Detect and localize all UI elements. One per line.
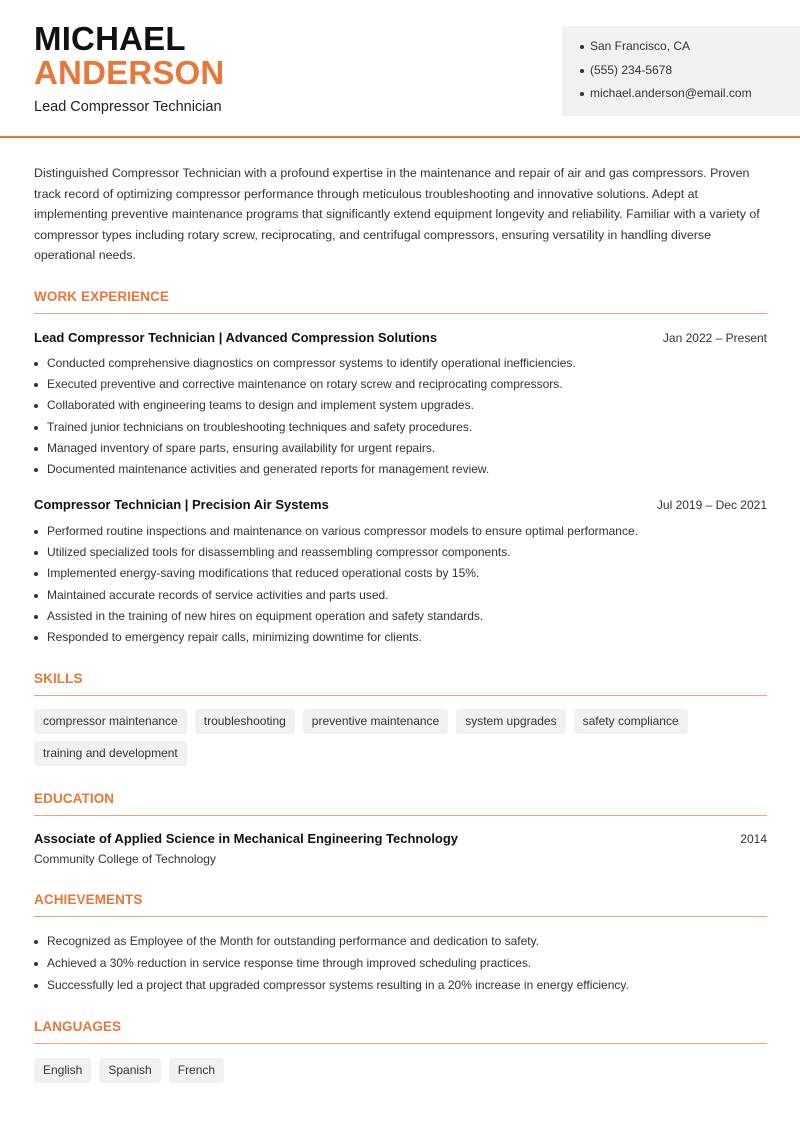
achievements-list <box>34 934 767 1000</box>
bullet-text: Utilized specialized tools for disassembling and reassembling compressor components. <box>47 545 511 560</box>
job-header <box>34 330 767 345</box>
contact-location <box>580 39 800 63</box>
list-item <box>34 934 767 956</box>
bullet-text: Implemented energy-saving modifications that reduced operational costs by 15%. <box>47 566 480 581</box>
bullet-text: Achieved a 30% reduction in service response time through improved scheduling practices. <box>47 956 532 970</box>
bullet-text: Responded to emergency repair calls, minimizing downtime for clients. <box>47 629 422 644</box>
bullet-icon <box>580 92 584 96</box>
bullet-icon <box>34 594 38 598</box>
section-title-work: WORK EXPERIENCE <box>34 289 767 314</box>
candidate-name <box>34 22 224 90</box>
list-item <box>34 566 767 587</box>
bullet-text: Maintained accurate records of service activities and parts used. <box>47 587 389 602</box>
skill-tag: compressor maintenance <box>34 709 187 734</box>
list-item <box>34 609 767 630</box>
skill-tag: preventive maintenance <box>303 709 448 734</box>
bullet-icon <box>34 426 38 430</box>
bullet-icon <box>580 69 584 73</box>
bullet-icon <box>34 383 38 387</box>
bullet-text: Executed preventive and corrective maintenance on rotary screw and reciprocating compressors. <box>47 377 563 392</box>
section-title-achievements: ACHIEVEMENTS <box>34 892 767 917</box>
language-tag: English <box>34 1058 91 1083</box>
list-item <box>34 420 767 441</box>
job-bullets <box>34 524 767 651</box>
section-title-education: EDUCATION <box>34 791 767 816</box>
language-tag: Spanish <box>99 1058 160 1083</box>
skill-tag: system upgrades <box>456 709 565 734</box>
languages-list <box>34 1058 767 1083</box>
list-item <box>34 588 767 609</box>
bullet-icon <box>34 615 38 619</box>
contact-panel <box>562 26 800 116</box>
school-name: Community College of Technology <box>34 852 216 866</box>
job-header <box>34 497 767 512</box>
bullet-text: Documented maintenance activities and generated reports for management review. <box>47 461 490 476</box>
section-title-languages: LANGUAGES <box>34 1019 767 1044</box>
list-item <box>34 441 767 462</box>
bullet-icon <box>34 940 38 944</box>
language-tag: French <box>169 1058 224 1083</box>
job-dates: Jul 2019 – Dec 2021 <box>656 498 767 512</box>
list-item <box>34 398 767 419</box>
bullet-text: Assisted in the training of new hires on equipment operation and safety standards. <box>47 608 484 623</box>
list-item <box>34 377 767 398</box>
bullet-icon <box>34 984 38 988</box>
bullet-text: Trained junior technicians on troubleshooting techniques and safety procedures. <box>47 419 473 434</box>
bullet-icon <box>34 404 38 408</box>
bullet-text: Managed inventory of spare parts, ensuring availability for urgent repairs. <box>47 440 436 455</box>
skill-tag: training and development <box>34 741 187 766</box>
section-title-skills: SKILLS <box>34 671 767 696</box>
last-name: ANDERSON <box>34 54 225 91</box>
graduation-year: 2014 <box>740 832 767 846</box>
list-item <box>34 545 767 566</box>
bullet-icon <box>34 962 38 966</box>
skills-list <box>34 709 767 766</box>
phone-text: (555) 234-5678 <box>590 62 673 77</box>
list-item <box>34 462 767 483</box>
bullet-icon <box>34 447 38 451</box>
resume-header <box>0 0 800 138</box>
bullet-text: Recognized as Employee of the Month for outstanding performance and dedication to safety. <box>47 934 540 948</box>
location-text: San Francisco, CA <box>590 39 691 53</box>
job-role: Compressor Technician | Precision Air Systems <box>34 497 329 512</box>
headline-title: Lead Compressor Technician <box>34 99 222 115</box>
bullet-icon <box>34 468 38 472</box>
skill-tag: troubleshooting <box>195 709 295 734</box>
degree: Associate of Applied Science in Mechanical Engineering Technology <box>34 831 459 846</box>
bullet-icon <box>34 636 38 640</box>
bullet-text: Successfully led a project that upgraded compressor systems resulting in a 20% increase in energy efficiency. <box>47 978 629 992</box>
list-item <box>34 356 767 377</box>
bullet-text: Collaborated with engineering teams to design and implement system upgrades. <box>47 398 474 413</box>
list-item <box>34 524 767 545</box>
professional-summary: Distinguished Compressor Technician with a profound expertise in the maintenance and repair of air and gas compressors. Proven track record of optimizing compressor performance through meticulous troubleshooting and innovative solutions. Adept at implementing preventive maintenance programs that significantly extend equipment longevity and reliability. Familiar with a variety of compressor types including rotary screw, reciprocating, and centrifugal compressors, ensuring versatility in handling diverse operational needs. <box>34 166 760 262</box>
contact-phone <box>580 63 800 87</box>
job-dates: Jan 2022 – Present <box>662 331 767 345</box>
list-item <box>34 956 767 978</box>
email-text: michael.anderson@email.com <box>590 86 752 100</box>
bullet-icon <box>34 551 38 555</box>
bullet-icon <box>34 530 38 534</box>
bullet-icon <box>580 45 584 49</box>
list-item <box>34 630 767 651</box>
skill-tag: safety compliance <box>574 709 688 734</box>
bullet-icon <box>34 572 38 576</box>
list-item <box>34 978 767 1000</box>
first-name: MICHAEL <box>34 20 186 57</box>
contact-email <box>580 86 800 110</box>
bullet-text: Performed routine inspections and maintenance on various compressor models to ensure optimal performance. <box>47 524 638 538</box>
bullet-text: Conducted comprehensive diagnostics on compressor systems to identify operational inefficiencies. <box>47 356 576 370</box>
education-header <box>34 831 767 846</box>
bullet-icon <box>34 362 38 366</box>
job-bullets <box>34 356 767 483</box>
job-role: Lead Compressor Technician | Advanced Compression Solutions <box>34 330 438 345</box>
